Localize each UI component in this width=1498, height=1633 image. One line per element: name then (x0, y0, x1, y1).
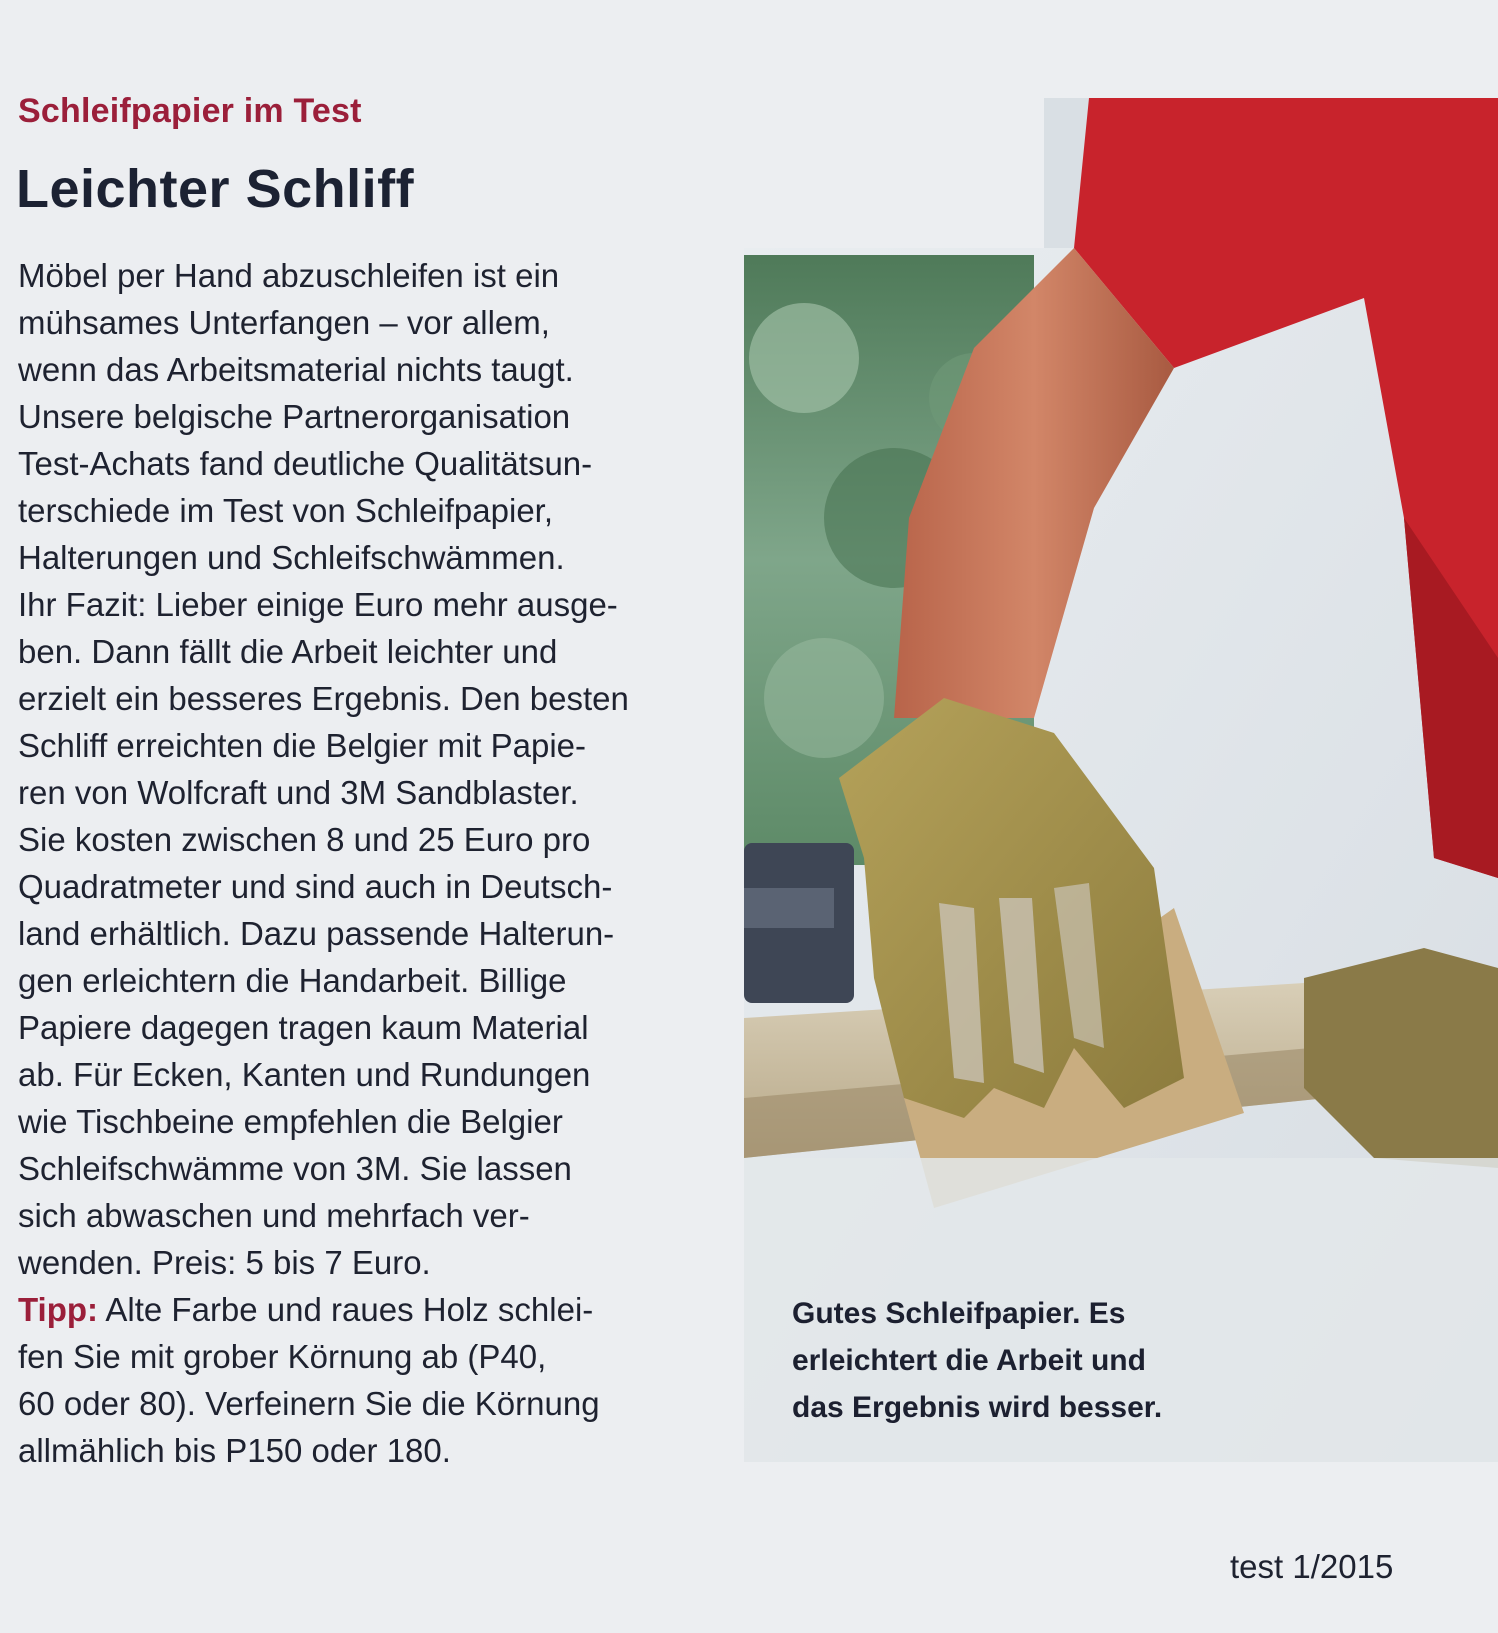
tip-line: fen Sie mit grober Körnung ab (P40, (18, 1338, 547, 1375)
article-photo (744, 98, 1498, 1462)
body-line: land erhältlich. Dazu passende Halterun- (18, 915, 615, 952)
body-line: terschiede im Test von Schleifpapier, (18, 492, 554, 529)
body-line: sich abwaschen und mehrfach ver- (18, 1197, 530, 1234)
sanding-photo-illustration (744, 98, 1498, 1462)
tip-line: allmählich bis P150 oder 180. (18, 1432, 451, 1469)
photo-caption (792, 1290, 1232, 1431)
body-line: Ihr Fazit: Lieber einige Euro mehr ausge- (18, 586, 618, 623)
tip-first-line (18, 1286, 698, 1333)
caption-line: Gutes Schleifpapier. Es (792, 1297, 1126, 1330)
tip-text: Alte Farbe und raues Holz schlei- (98, 1291, 594, 1328)
body-line: erzielt ein besseres Ergebnis. Den besten (18, 680, 629, 717)
body-line: Schliff erreichten die Belgier mit Papie- (18, 727, 586, 764)
article-body (18, 252, 698, 1474)
body-line: Quadratmeter und sind auch in Deutsch- (18, 868, 613, 905)
article-kicker: Schleifpapier im Test (18, 92, 362, 130)
article-headline: Leichter Schliff (16, 159, 415, 219)
body-line: ab. Für Ecken, Kanten und Rundungen (18, 1056, 591, 1093)
body-line: Unsere belgische Partnerorganisation (18, 398, 571, 435)
body-line: wenn das Arbeitsmaterial nichts taugt. (18, 351, 574, 388)
body-line: mühsames Unterfangen – vor allem, (18, 304, 550, 341)
body-line: Test-Achats fand deutliche Qualitätsun- (18, 445, 593, 482)
caption-line: das Ergebnis wird besser. (792, 1391, 1163, 1424)
body-line: wie Tischbeine empfehlen die Belgier (18, 1103, 563, 1140)
body-line: Halterungen und Schleifschwämmen. (18, 539, 565, 576)
body-line: Papiere dagegen tragen kaum Material (18, 1009, 589, 1046)
body-line: ben. Dann fällt die Arbeit leichter und (18, 633, 558, 670)
body-line: gen erleichtern die Handarbeit. Billige (18, 962, 567, 999)
body-line: wenden. Preis: 5 bis 7 Euro. (18, 1244, 431, 1281)
body-line: Möbel per Hand abzuschleifen ist ein (18, 257, 560, 294)
body-line: ren von Wolfcraft und 3M Sandblaster. (18, 774, 579, 811)
body-line: Schleifschwämme von 3M. Sie lassen (18, 1150, 572, 1187)
tip-label: Tipp: (18, 1291, 99, 1328)
body-line: Sie kosten zwischen 8 und 25 Euro pro (18, 821, 591, 858)
tip-line: 60 oder 80). Verfeinern Sie die Körnung (18, 1385, 600, 1422)
caption-line: erleichtert die Arbeit und (792, 1344, 1146, 1377)
issue-footer: test 1/2015 (1230, 1548, 1394, 1585)
